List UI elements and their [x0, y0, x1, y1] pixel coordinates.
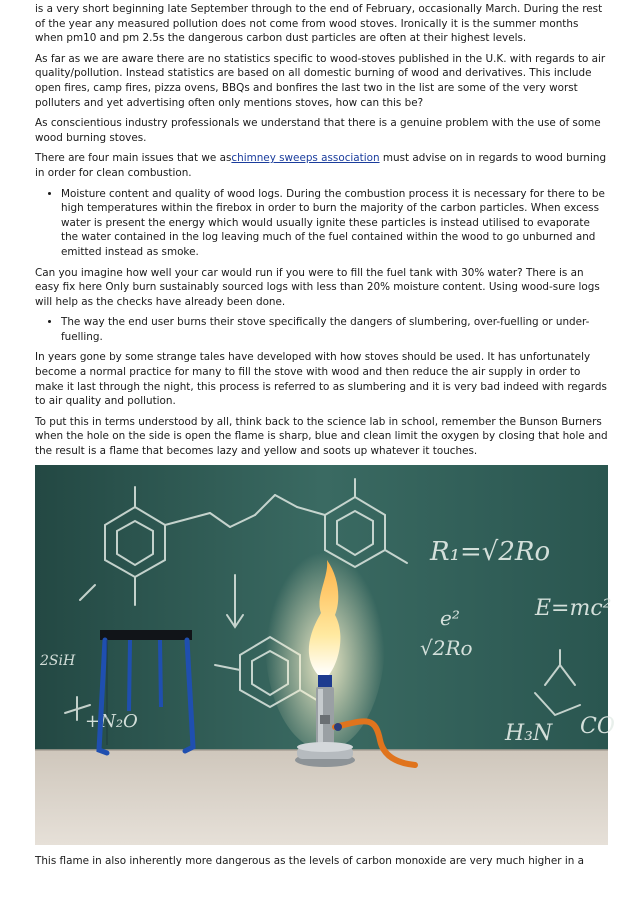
chalk-formula-2: E=mc² [535, 595, 612, 621]
paragraph-carbon-monoxide: This flame in also inherently more dangerous as the levels of carbon monoxide are very much higher in a [35, 854, 584, 867]
bunsen-burner-photo [35, 465, 615, 845]
bunsen-burner-illustration [35, 465, 615, 845]
paragraph-four-issues-lead: There are four main issues that we as [35, 152, 232, 165]
list-item-end-user: • The way the end user burns their stove specifically the dangers of slumbering, over-fuelling or under-fuelling. [61, 315, 608, 344]
chalk-formula-5: H₃N [505, 720, 553, 746]
chimney-sweeps-association-link[interactable]: chimney sweeps association [231, 152, 380, 165]
paragraph-slumbering: In years gone by some strange tales have developed with how stoves should be used. It has unfortunately become a normal practice for many to fill the stove with wood and then reduce the air supply in order to make it last through the night, this process is referred to as slumbering and it is very bad indeed with regards to air quality and pollution. [35, 351, 607, 408]
chalk-formula-1: R₁=√2Ro [430, 536, 551, 567]
paragraph-four-issues-tail: must advise on in regards to wood burning in order for clean combustion. [35, 152, 607, 179]
chalk-formula-8: +N₂O [85, 710, 138, 732]
paragraph-statistics: As far as we are aware there are no statistics specific to wood-stoves published in the U.K. with regards to air quality/pollution. Instead statistics are based on all domestic burning of wood and derivatives. This include open fires, camp fires, pizza ovens, BBQs and bonfires the last two in the list are some of the very worst polluters and yet advertising often only mentions stoves, how can this be? [35, 52, 606, 109]
paragraph-four-issues [35, 151, 608, 180]
chalk-formula-4: √2Ro [420, 635, 473, 660]
paragraph-car-analogy: Can you imagine how well your car would run if you were to fill the fuel tank with 30% water? There is an easy fix here Only burn sustainably sourced logs with less than 20% moisture content. Using wood-sure logs will help as the checks have already been done. [35, 266, 600, 308]
document-page [35, 2, 615, 874]
paragraph-industry-professionals: As conscientious industry professionals we understand that there is a genuine problem with the use of some wood burning stoves. [35, 117, 601, 144]
issues-list-1 [35, 187, 608, 260]
chalk-formula-7: 2SiH [40, 652, 76, 669]
paragraph-pollution-season: is a very short beginning late September through to the end of February, occasionally March. During the rest of the year any measured pollution does not come from wood stoves. Ironically it is the summer months when pm10 and pm 2.5s the dangerous carbon dust particles are often at their highest levels. [35, 3, 603, 45]
chalk-formula-6: CO [580, 713, 615, 739]
issues-list-2 [35, 315, 608, 344]
list-item-moisture: • Moisture content and quality of wood logs. During the combustion process it is necessary for there to be high temperatures within the firebox in order to burn the majority of the carbon particles. When excess water is present the energy which would usually ignite these particles is instead utilised to evaporate the water contained in the log leaving much of the fuel contained within the wood to go unburned and emitted instead as smoke. [61, 187, 608, 260]
paragraph-bunsen-burner: To put this in terms understood by all, think back to the science lab in school, remember the Bunson Burners when the hole on the side is open the flame is sharp, blue and clean limit the oxygen by closing that hole and the result is a flame that becomes lazy and yellow and soots up whatever it touches. [35, 415, 608, 458]
chalk-formula-3: e² [440, 605, 460, 630]
